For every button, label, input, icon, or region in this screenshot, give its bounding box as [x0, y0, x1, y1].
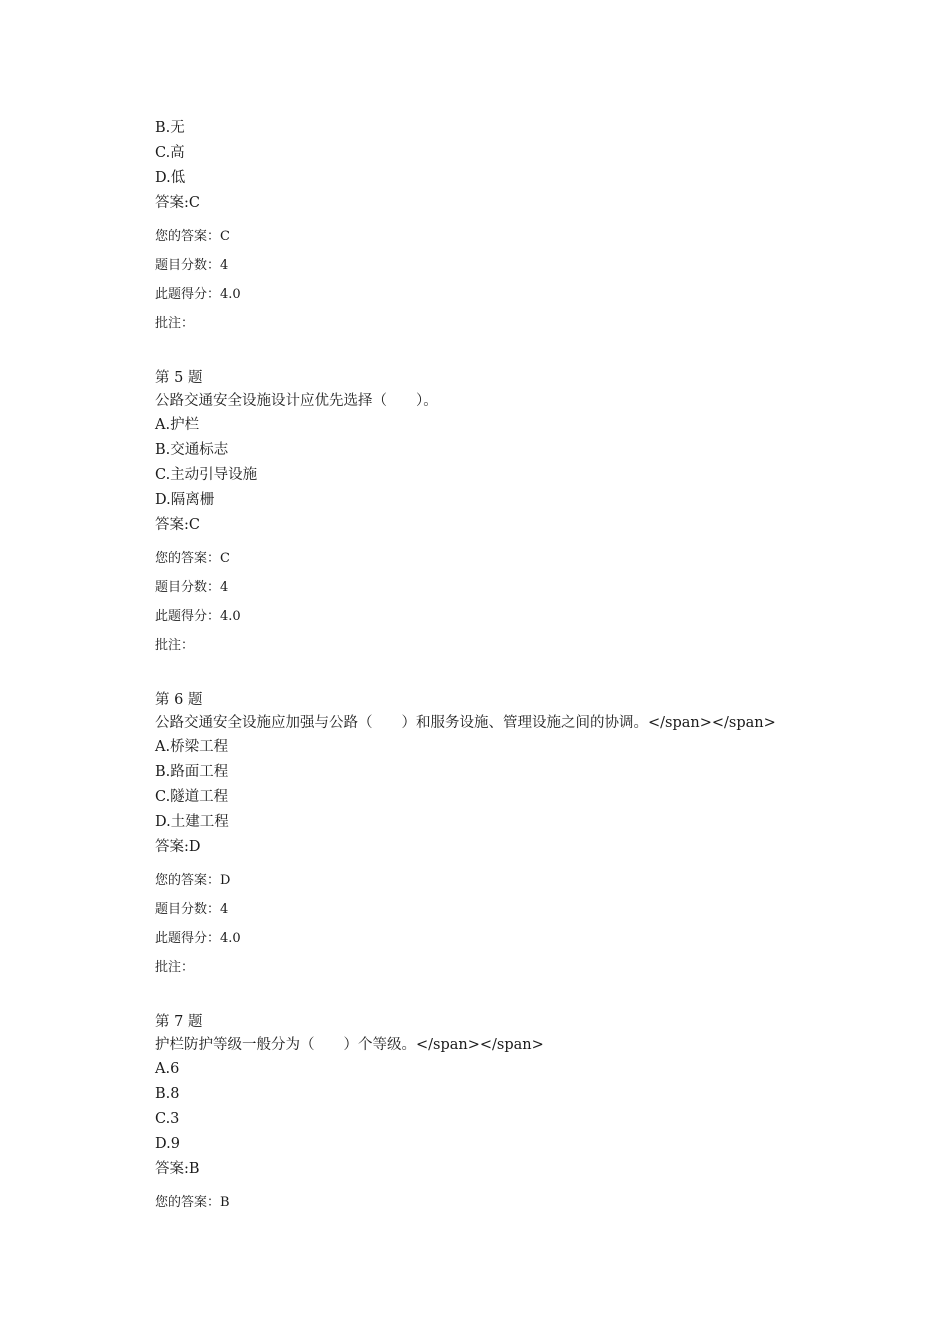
- question-score: 题目分数：4: [155, 580, 229, 595]
- option-b: B.无: [155, 120, 185, 136]
- correct-answer: 答案:C: [155, 195, 200, 211]
- question-text: 公路交通安全设施设计应优先选择（ ）。: [155, 393, 438, 409]
- option-c: C.隧道工程: [155, 789, 229, 805]
- earned-score: 此题得分：4.0: [155, 931, 241, 946]
- correct-answer: 答案:D: [155, 839, 201, 855]
- earned-score: 此题得分：4.0: [155, 609, 241, 624]
- option-d: D.隔离栅: [155, 492, 215, 508]
- option-d: D.低: [155, 170, 186, 186]
- option-c: C.3: [155, 1111, 180, 1127]
- option-b: B.8: [155, 1086, 180, 1102]
- your-answer: 您的答案：D: [155, 873, 231, 888]
- question-number: 第 7 题: [155, 1014, 203, 1030]
- question-text: 护栏防护等级一般分为（ ）个等级。</span></span>: [155, 1037, 544, 1053]
- option-a: A.6: [155, 1061, 180, 1077]
- option-d: D.9: [155, 1136, 180, 1152]
- question-score: 题目分数：4: [155, 258, 229, 273]
- option-a: A.桥梁工程: [155, 739, 229, 755]
- your-answer: 您的答案：B: [155, 1195, 230, 1210]
- question-text: 公路交通安全设施应加强与公路（ ）和服务设施、管理设施之间的协调。</span></span>: [155, 715, 776, 731]
- earned-score: 此题得分：4.0: [155, 287, 241, 302]
- your-answer: 您的答案：C: [155, 229, 230, 244]
- question-number: 第 6 题: [155, 692, 203, 708]
- option-c: C.主动引导设施: [155, 467, 258, 483]
- comment-label: 批注：: [155, 960, 195, 975]
- option-d: D.土建工程: [155, 814, 229, 830]
- option-a: A.护栏: [155, 417, 200, 433]
- comment-label: 批注：: [155, 316, 195, 331]
- comment-label: 批注：: [155, 638, 195, 653]
- correct-answer: 答案:C: [155, 517, 200, 533]
- option-b: B.路面工程: [155, 764, 229, 780]
- correct-answer: 答案:B: [155, 1161, 200, 1177]
- your-answer: 您的答案：C: [155, 551, 230, 566]
- question-score: 题目分数：4: [155, 902, 229, 917]
- question-number: 第 5 题: [155, 370, 203, 386]
- option-b: B.交通标志: [155, 442, 229, 458]
- option-c: C.高: [155, 145, 185, 161]
